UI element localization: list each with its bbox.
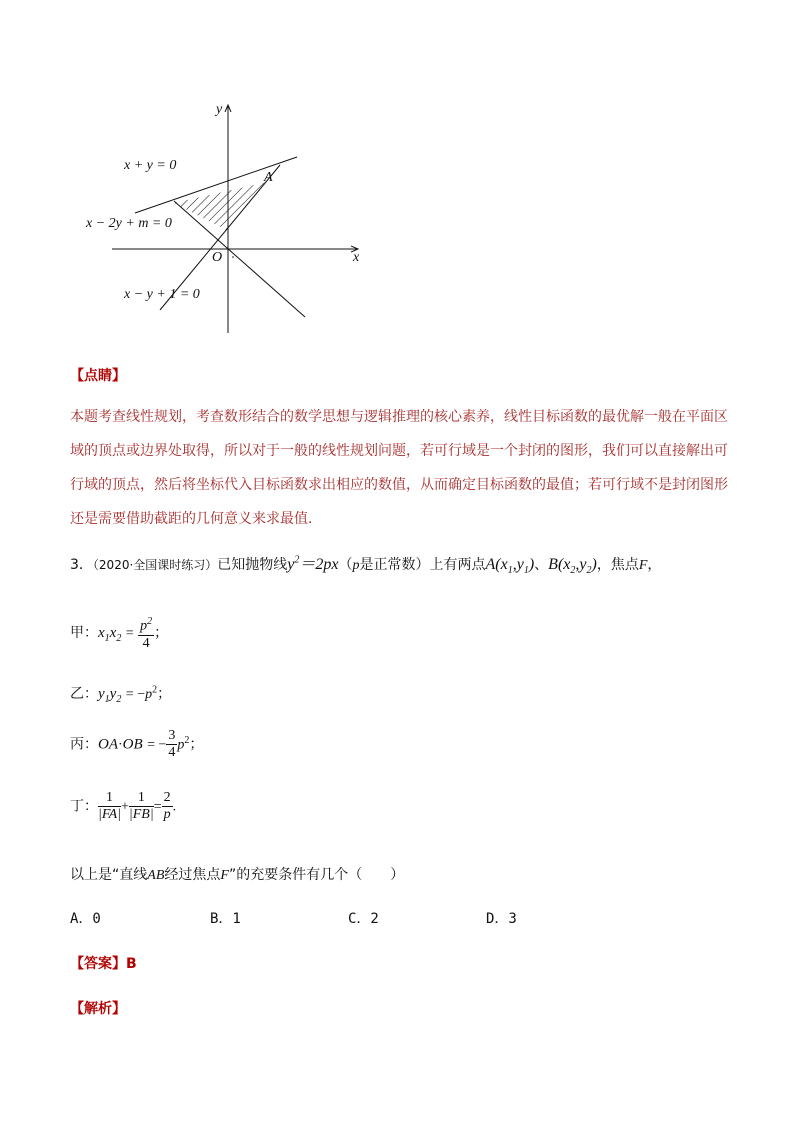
stem-text: 是正常数）上有两点 bbox=[359, 557, 486, 573]
ask-text: 经过焦点 bbox=[164, 867, 221, 883]
question-stem bbox=[70, 551, 661, 576]
line3-label: x − y + 1 = 0 bbox=[124, 287, 200, 302]
ask-text: 以上是“直线 bbox=[70, 867, 148, 883]
fraction: $\frac{3}{4}$ bbox=[168, 728, 176, 760]
option-c[interactable]: C．2 bbox=[348, 911, 379, 927]
stem-text: 、 bbox=[534, 557, 549, 573]
fraction: $\frac{1}{|FB|}$ bbox=[128, 790, 154, 822]
analysis-tag: 【解析】 bbox=[70, 1001, 126, 1017]
ask-text: ”的充要条件有几个（ ） bbox=[228, 867, 405, 883]
bing-label: 丙： bbox=[70, 736, 98, 753]
yi-label: 乙： bbox=[70, 686, 98, 702]
stem-text: ， bbox=[647, 557, 662, 573]
answer-block bbox=[70, 953, 137, 973]
condition-bing: 丙：OA·OB = − $\frac{3}{4}$ $p^2$； bbox=[70, 728, 204, 760]
parabola-eq: $y^2=2px$ bbox=[287, 554, 339, 573]
jia-label: 甲： bbox=[70, 624, 98, 641]
condition-ding: 丁： $\frac{1}{|FA|}$ + $\frac{1}{|FB|}$ = $\frac{2}{p}$ . bbox=[70, 790, 177, 822]
fraction: $\frac{1}{|FA|}$ bbox=[98, 790, 121, 822]
question-ask: 以上是“直线AB经过焦点F”的充要条件有几个（ ） bbox=[70, 867, 405, 883]
stem-text: ，焦点 bbox=[596, 557, 639, 573]
origin-label: O bbox=[212, 250, 223, 265]
answer-tag: 【答案】 bbox=[70, 956, 126, 972]
option-d[interactable]: D．3 bbox=[486, 911, 517, 927]
point-a-label: A bbox=[264, 170, 273, 185]
line2-label: x − 2y + m = 0 bbox=[86, 216, 172, 231]
answer-value: B bbox=[126, 956, 137, 972]
ding-label: 丁： bbox=[70, 798, 98, 815]
dianjing-text: 本题考查线性规划，考查数形结合的数学思想与逻辑推理的核心素养，线性目标函数的最优解一般在平面区域的顶点或边界处取得，所以对于一般的线性规划问题，若可行域是一个封闭的图形，我们可以直接解出可行域的顶点，然后将坐标代入目标函数求出相应的数值，从而确定目标函数的最值；若可行域不是封闭图形还是需要借助截距的几何意义来求最值. bbox=[70, 409, 728, 527]
point-a: $A(x_1,y_1)$ bbox=[485, 556, 535, 577]
x-axis-label: x bbox=[353, 250, 360, 265]
option-a[interactable]: A．0 bbox=[70, 911, 101, 927]
question-number: 3． bbox=[70, 557, 93, 573]
stem-text: （ bbox=[338, 557, 353, 573]
condition-jia: 甲：$x_1x_2$ = $\frac{p^2}{4}$ ； bbox=[70, 616, 169, 651]
var-p: p bbox=[352, 558, 360, 573]
stem-text: 已知抛物线 bbox=[217, 557, 288, 573]
dianjing-tag: 【点睛】 bbox=[70, 368, 126, 384]
focus-f: F bbox=[638, 558, 648, 573]
feasible-region bbox=[174, 182, 267, 230]
line1-label: x + y = 0 bbox=[124, 158, 177, 173]
y-axis-label: y bbox=[216, 102, 223, 117]
condition-yi: 乙：$y_1y_2 = -p^2$； bbox=[70, 684, 172, 705]
question-source: （2020·全国课时练习） bbox=[92, 558, 218, 572]
option-b[interactable]: B．1 bbox=[210, 911, 241, 927]
fraction: $\frac{p^2}{4}$ bbox=[140, 616, 153, 651]
point-b: $B(x_2,y_2)$ bbox=[548, 556, 597, 577]
fraction: $\frac{2}{p}$ bbox=[163, 790, 171, 822]
